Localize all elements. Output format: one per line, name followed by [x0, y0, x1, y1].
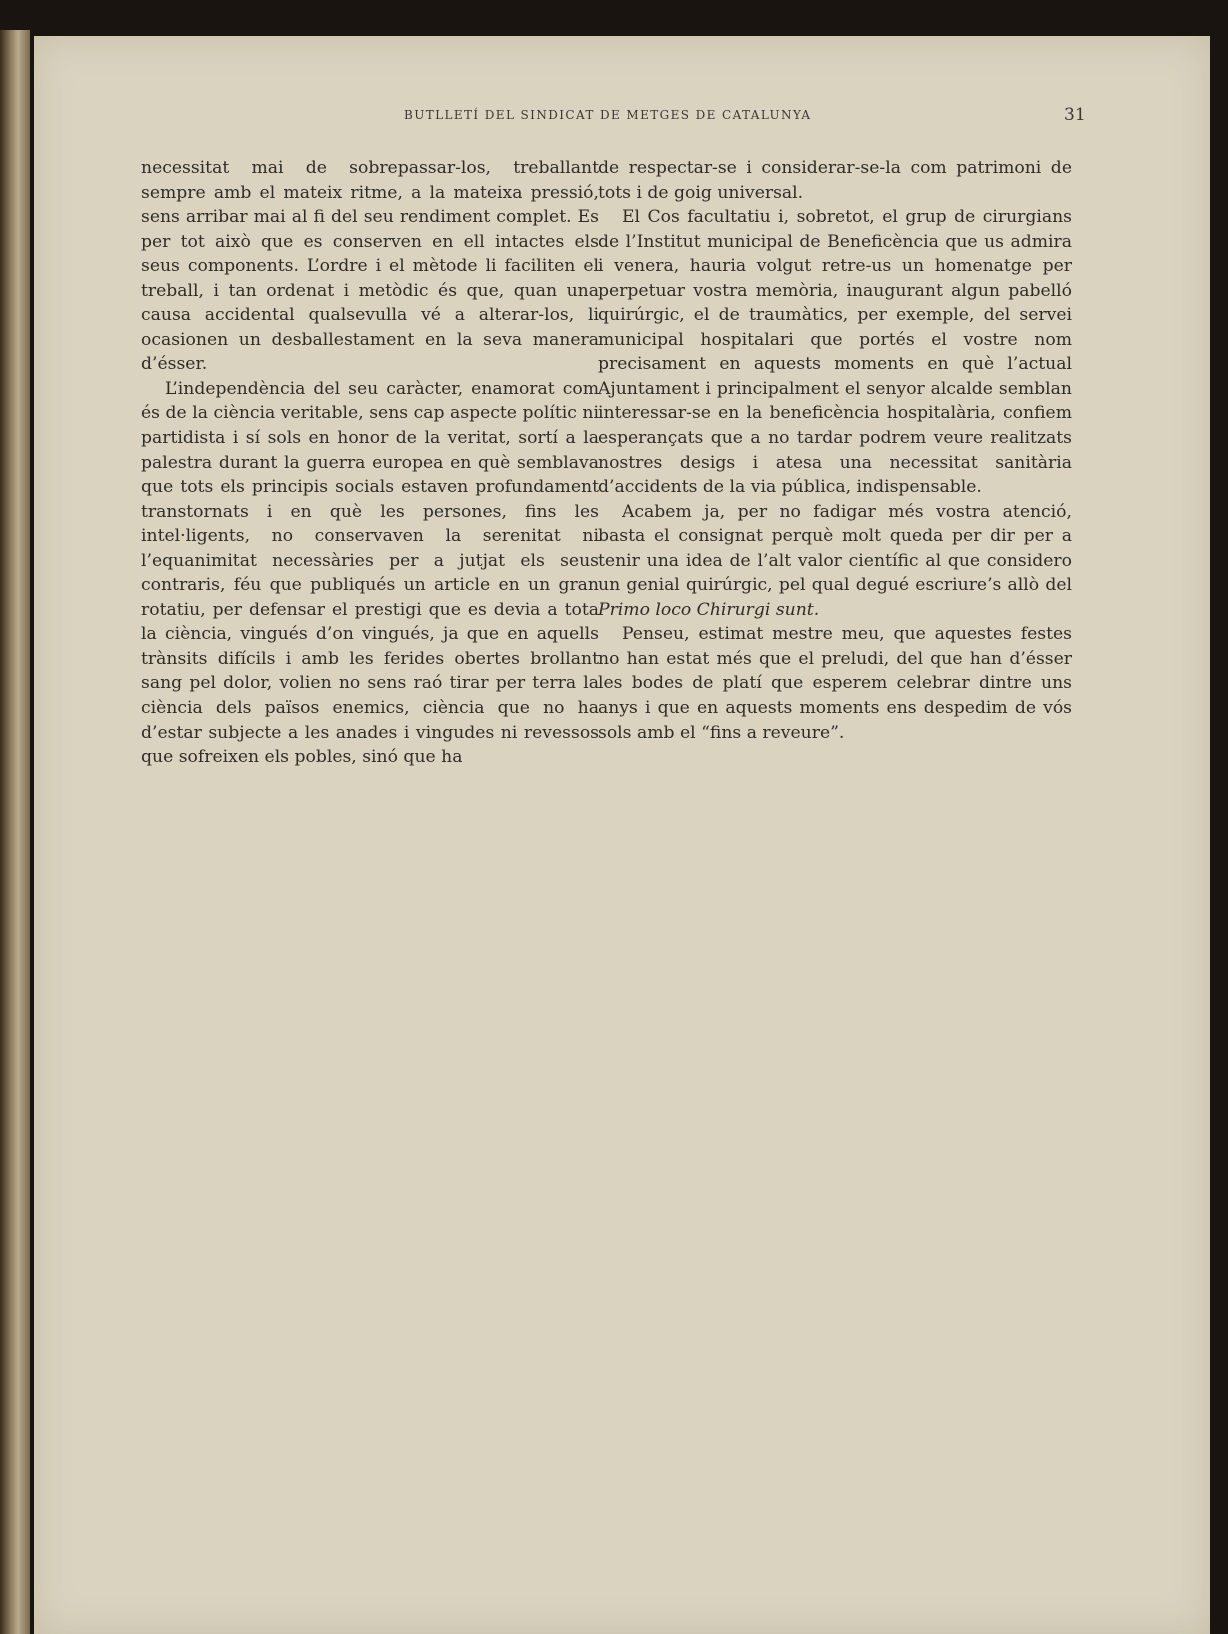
- latin-quote: Primo loco Chirurgi sunt.: [598, 599, 820, 620]
- left-text-column: [141, 156, 599, 770]
- paragraph-text: Acabem ja, per no fadigar més vostra atenció, basta el consignat perquè molt queda per dir per a tenir una idea de l’alt valor científic al que considero un genial quirúrgic, pel qual degué escriure’s allò del: [598, 501, 1072, 596]
- page: [34, 36, 1210, 1634]
- paragraph: de respectar-se i considerar-se-la com patrimoni de tots i de goig universal.: [598, 158, 1072, 203]
- paragraph: Penseu, estimat mestre meu, que aquestes festes no han estat més que el preludi, del que han d’ésser les bodes de platí que esperem celebrar dintre uns anys i que en aquests moments ens despedim de vós sols amb el “fins a reveure”.: [598, 624, 1072, 743]
- paragraph: necessitat mai de sobrepassar-los, treballant sempre amb el mateix ritme, a la mateixa pressió, sens arribar mai al fi del seu rendiment complet. Es per tot això que es conserven en ell intactes els seus components. L’ordre i el mètode li faciliten el treball, i tan ordenat i metòdic és que, quan una causa accidental qualsevulla vé a alterar-los, li ocasionen un desballestament en la seva manera d’ésser.: [141, 158, 599, 375]
- page-number: 31: [1064, 105, 1086, 125]
- right-text-column: [598, 156, 1072, 745]
- paragraph: [598, 500, 1072, 623]
- bleed-through-texture: [134, 756, 1134, 1556]
- left-page-edge: [0, 30, 30, 1634]
- paragraph: El Cos facultatiu i, sobretot, el grup de cirurgians de l’Institut municipal de Beneficència que us admira i venera, hauria volgut retre-us un homenatge per perpetuar vostra memòria, inaugurant algun pabelló quirúrgic, el de traumàtics, per exemple, del servei municipal hospitalari que portés el vostre nom precisament en aquests moments en què l’actual Ajuntament i principalment el senyor alcalde semblan interessar-se en la beneficència hospitalària, confiem esperançats que a no tardar podrem veure realitzats nostres desigs i atesa una necessitat sanitària d’accidents de la via pública, indispensable.: [598, 207, 1072, 498]
- paragraph: L’independència del seu caràcter, enamorat com és de la ciència veritable, sens cap aspecte polític ni partidista i sí sols en honor de la veritat, sortí a la palestra durant la guerra europea en què semblava que tots els principis socials estaven profundament transtornats i en què les persones, fins les intel·ligents, no conservaven la serenitat ni l’equanimitat necessàries per a jutjat els seus contraris, féu que publiqués un article en un gran rotatiu, per defensar el prestigi que es devia a tota la ciència, vingués d’on vingués, ja que en aquells trànsits difícils i amb les ferides obertes brollant sang pel dolor, volien no sens raó tirar per terra la ciència dels països enemics, ciència que no ha d’estar subjecte a les anades i vingudes ni revessos que sofreixen els pobles, sinó que ha: [141, 378, 599, 768]
- running-header: BUTLLETÍ DEL SINDICAT DE METGES DE CATALUNYA: [404, 108, 812, 122]
